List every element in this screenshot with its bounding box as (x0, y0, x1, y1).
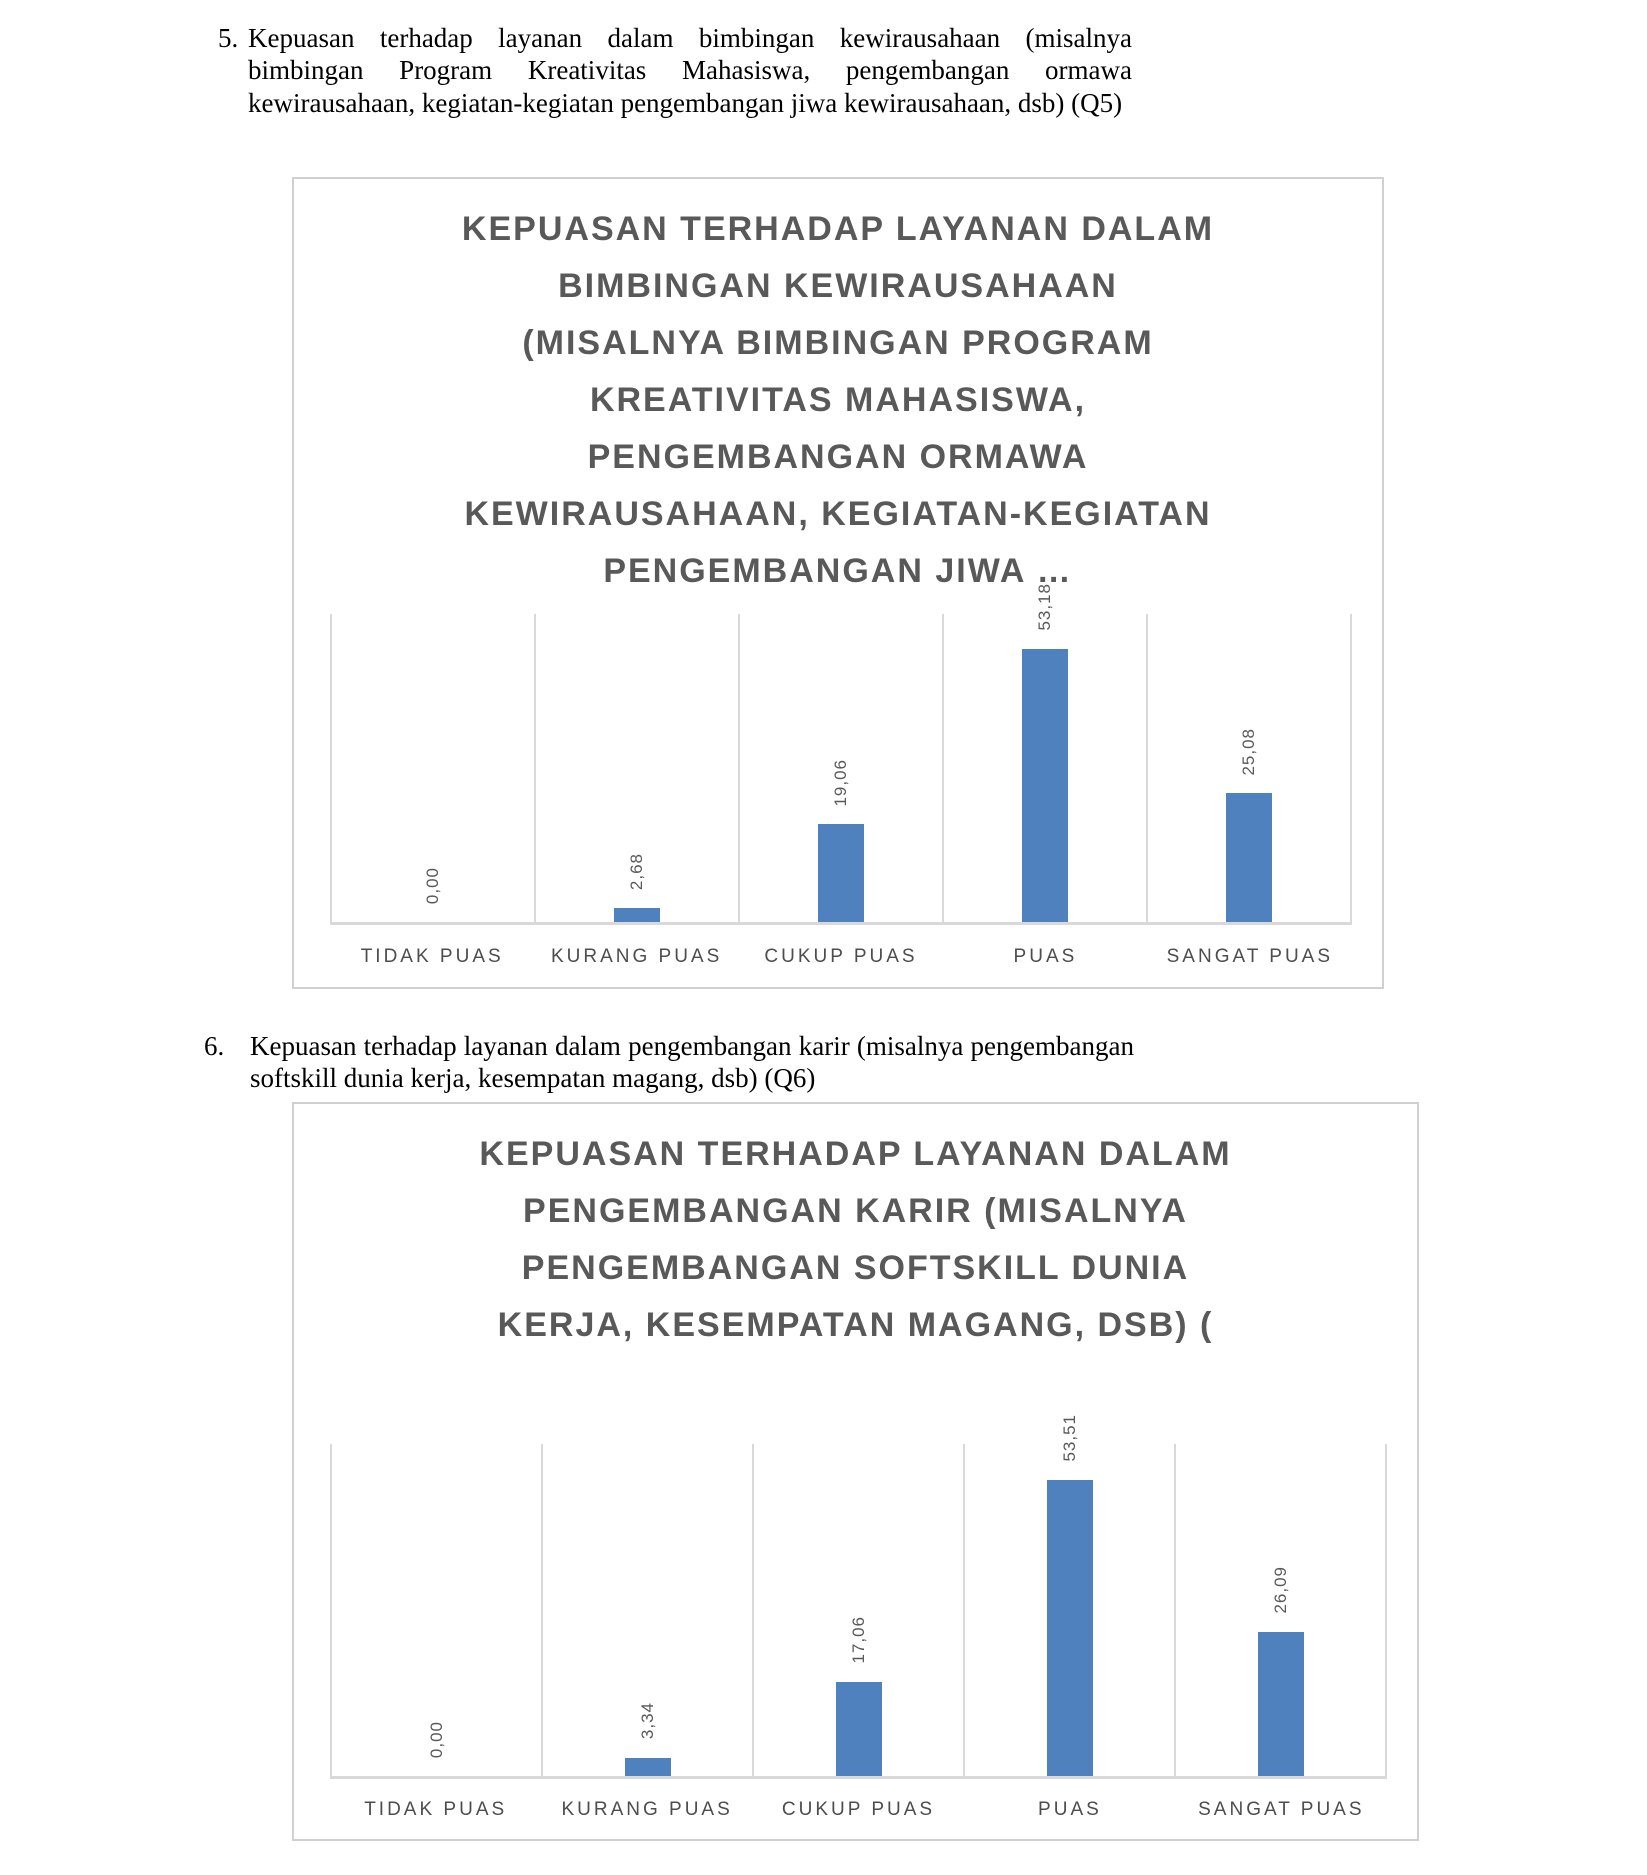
category-label: SANGAT PUAS (1198, 1799, 1365, 1820)
plot-column (963, 1414, 1174, 1776)
category-axis (330, 933, 1352, 981)
item-number: 6. (204, 1031, 225, 1061)
bar-puas (1022, 649, 1068, 922)
value-label: 0,00 (423, 866, 442, 904)
chart-title-line: PENGEMBANGAN KARIR (MISALNYA (523, 1192, 1188, 1230)
chart-title-line: KREATIVITAS MAHASISWA, (589, 381, 1087, 419)
value-label: 53,51 (1059, 1414, 1079, 1462)
bar-sangat-puas (1226, 793, 1272, 922)
item-number: 5. (218, 23, 239, 53)
chart-title-line: PENGEMBANGAN SOFTSKILL DUNIA (521, 1249, 1190, 1287)
bar-cukup-puas (818, 824, 864, 922)
chart-title (294, 1126, 1417, 1354)
chart-q5 (292, 177, 1384, 989)
category-label: TIDAK PUAS (360, 946, 504, 967)
plot-column (534, 614, 738, 922)
bar-puas (1047, 1480, 1093, 1776)
chart-title-line: KERJA, KESEMPATAN MAGANG, DSB) ( (497, 1306, 1214, 1344)
chart-title-line: KEPUASAN TERHADAP LAYANAN DALAM (479, 1135, 1232, 1173)
value-label: 2,68 (627, 853, 646, 891)
category-label: KURANG PUAS (561, 1799, 733, 1820)
value-label: 0,00 (426, 1720, 446, 1758)
plot-column (942, 583, 1146, 922)
chart-title-line: PENGEMBANGAN ORMAWA (587, 438, 1089, 476)
chart-title-line: KEWIRAUSAHAAN, KEGIATAN-KEGIATAN (464, 495, 1212, 533)
category-label: PUAS (1013, 946, 1078, 967)
value-label: 53,18 (1035, 583, 1054, 632)
value-label: 3,34 (637, 1702, 657, 1740)
category-label: TIDAK PUAS (364, 1799, 508, 1820)
bar-sangat-puas (1258, 1632, 1304, 1776)
category-axis (330, 1787, 1387, 1833)
plot-column (738, 614, 942, 922)
value-label: 17,06 (848, 1616, 868, 1664)
plot-area (330, 583, 1352, 925)
category-label: CUKUP PUAS (781, 1799, 936, 1820)
plot-column (541, 1444, 752, 1776)
category-label: KURANG PUAS (550, 946, 723, 967)
value-label: 25,08 (1239, 727, 1258, 776)
chart-q6 (292, 1102, 1419, 1841)
category-label: PUAS (1038, 1799, 1102, 1820)
item-text: Kepuasan terhadap layanan dalam pengembangan karir (misalnya pengembangan softskill dunia kerja, kesempatan magang, dsb) (Q6) (250, 1031, 1134, 1094)
bar-cukup-puas (836, 1682, 882, 1776)
question-item-6 (204, 1030, 1134, 1095)
question-item-5 (218, 22, 1132, 119)
plot-area (330, 1414, 1387, 1779)
plot-column (752, 1444, 963, 1776)
chart-title (294, 201, 1382, 600)
item-text: Kepuasan terhadap layanan dalam bimbingan kewirausahaan (misalnya bimbingan Program Kreativitas Mahasiswa, pengembangan ormawa kewirausahaan, kegiatan-kegiatan pengembangan jiwa kewirausahaan, dsb) (Q5) (248, 23, 1132, 118)
chart-title-line: PENGEMBANGAN JIWA … (603, 552, 1073, 590)
chart-title-line: BIMBINGAN KEWIRAUSAHAAN (558, 267, 1118, 305)
plot-column (1174, 1444, 1387, 1776)
category-label: CUKUP PUAS (764, 946, 918, 967)
category-label: SANGAT PUAS (1166, 946, 1334, 967)
value-label: 19,06 (831, 758, 850, 807)
chart-title-line: KEPUASAN TERHADAP LAYANAN DALAM (461, 210, 1215, 248)
plot-column (1146, 614, 1352, 922)
plot-column (330, 614, 534, 922)
chart-title-line: (MISALNYA BIMBINGAN PROGRAM (522, 324, 1154, 362)
value-label: 26,09 (1270, 1566, 1290, 1614)
bar-kurang-puas (614, 908, 660, 922)
bar-kurang-puas (625, 1758, 671, 1776)
plot-column (330, 1444, 541, 1776)
